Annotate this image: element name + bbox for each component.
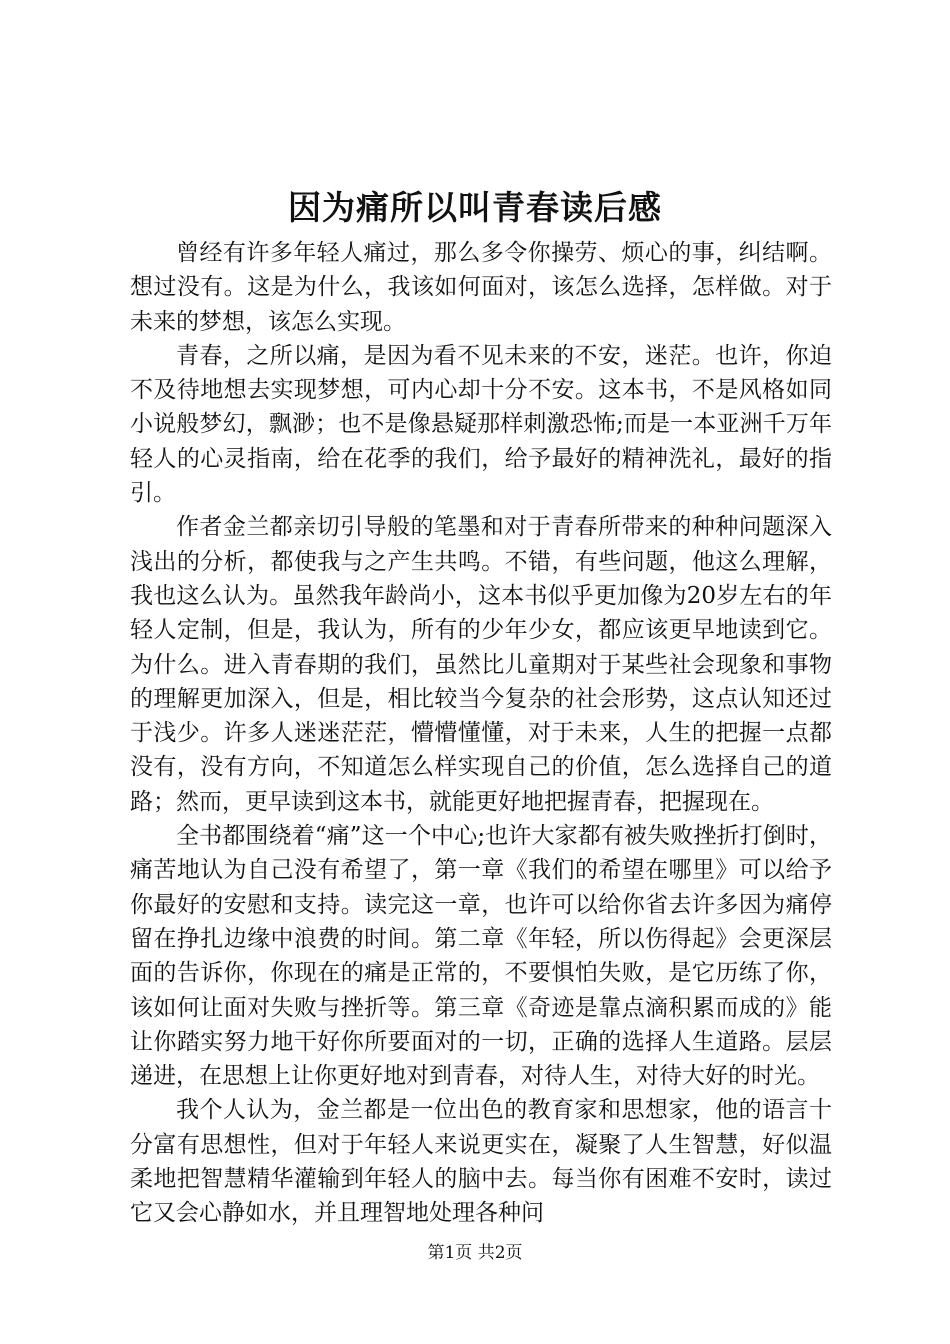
paragraph-5: 我个人认为，金兰都是一位出色的教育家和思想家，他的语言十分富有思想性，但对于年轻人来说更实在，凝聚了人生智慧，好似温柔地把智慧精华灌输到年轻人的脑中去。每当你有困难不安时，读过它又会心静如水，并且理智地处理各种问 (130, 1097, 832, 1227)
paragraph-1: 曾经有许多年轻人痛过，那么多令你操劳、烦心的事，纠结啊。想过没有。这是为什么，我该如何面对，该怎么选择，怎样做。对于未来的梦想，该怎么实现。 (130, 240, 832, 335)
paragraph-3: 作者金兰都亲切引导般的笔墨和对于青春所带来的种种问题深入浅出的分析，都使我与之产生共鸣。不错，有些问题，他这么理解，我也这么认为。虽然我年龄尚小，这本书似乎更加像为20岁左右的年轻人定制，但是，我认为，所有的少年少女，都应该更早地读到它。为什么。进入青春期的我们，虽然比儿童期对于某些社会现象和事物的理解更加深入，但是，相比较当今复杂的社会形势，这点认知还过于浅少。许多人迷迷茫茫，懵懵懂懂，对于未来，人生的把握一点都没有，没有方向，不知道怎么样实现自己的价值，怎么选择自己的道路；然而，更早读到这本书，就能更好地把握青春，把握现在。 (130, 514, 832, 815)
page-footer: 第1页 共2页 (427, 1243, 523, 1263)
paragraph-4: 全书都围绕着“痛”这一个中心;也许大家都有被失败挫折打倒时，痛苦地认为自己没有希望了，第一章《我们的希望在哪里》可以给予你最好的安慰和支持。读完这一章，也许可以给你省去许多因为痛停留在挣扎边缘中浪费的时间。第二章《年轻，所以伤得起》会更深层面的告诉你，你现在的痛是正常的，不要惧怕失败，是它历练了你，该如何让面对失败与挫折等。第三章《奇迹是靠点滴积累而成的》能让你踏实努力地干好你所要面对的一切，正确的选择人生道路。层层递进，在思想上让你更好地对到青春，对待人生，对待大好的时光。 (130, 823, 832, 1090)
document-title: 因为痛所以叫青春读后感 (288, 188, 662, 227)
document-body (130, 236, 832, 1231)
paragraph-2: 青春，之所以痛，是因为看不见未来的不安，迷茫。也许，你迫不及待地想去实现梦想，可内心却十分不安。这本书，不是风格如同小说般梦幻，飘渺；也不是像悬疑那样刺激恐怖;而是一本亚洲千万年轻人的心灵指南，给在花季的我们，给予最好的精神洗礼，最好的指引。 (130, 342, 832, 507)
